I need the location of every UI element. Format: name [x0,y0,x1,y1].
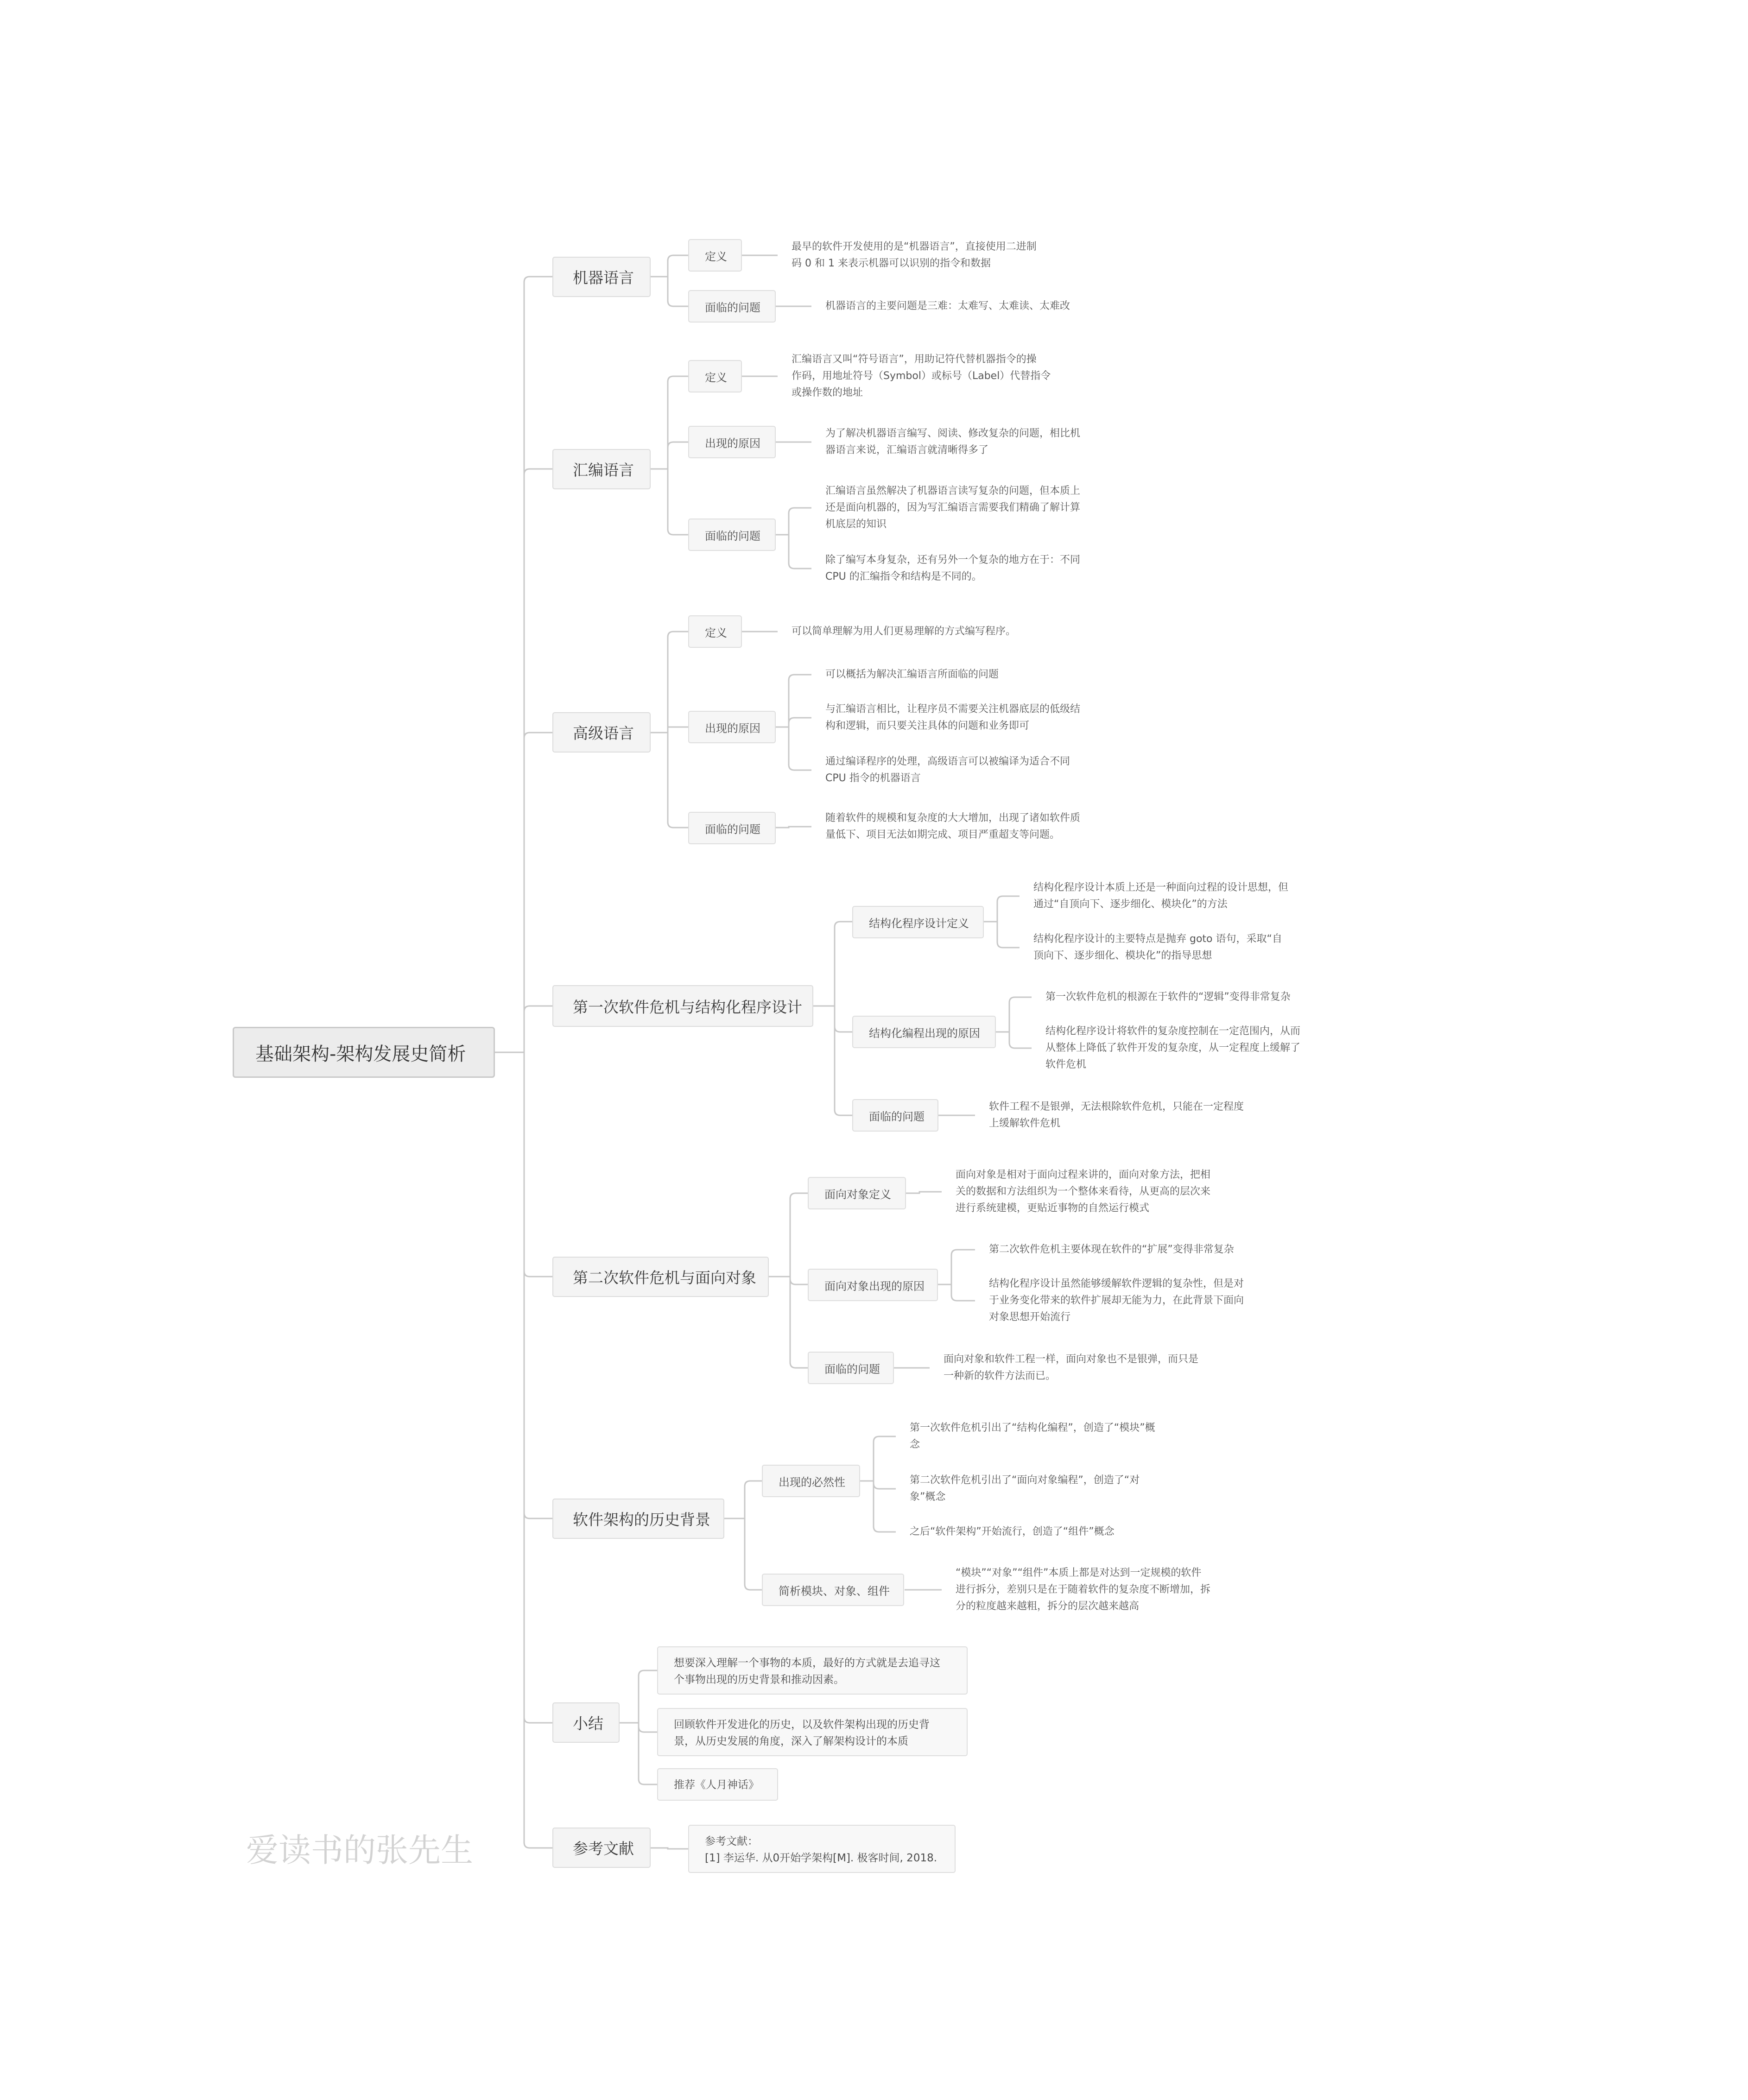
note-text: 为了解决机器语言编写、阅读、修改复杂的问题，相比机 器语言来说，汇编语言就清晰得多了 [825,428,1081,456]
topic-node[interactable]: 面临的问题 [688,519,776,551]
branch-node[interactable]: 机器语言 [552,257,651,297]
branch-node[interactable]: 参考文献 [552,1828,651,1868]
topic-node[interactable]: 定义 [688,239,742,272]
note-box[interactable]: 参考文献： [1] 李运华. 从0开始学架构[M]. 极客时间, 2018. [688,1825,956,1873]
topic-node[interactable]: 出现的必然性 [762,1465,860,1497]
branch-node[interactable]: 第一次软件危机与结构化程序设计 [552,985,813,1027]
topic-node[interactable]: 定义 [688,615,742,648]
note-text: 结构化程序设计本质上还是一种面向过程的设计思想，但 通过“自顶向下、逐步细化、模块化”的方法 [1033,882,1289,910]
topic-node[interactable]: 面向对象定义 [808,1177,906,1209]
note-text: 结构化程序设计将软件的复杂度控制在一定范围内，从而 从整体上降低了软件开发的复杂度，从一定程度上缓解了 软件危机 [1045,1025,1301,1070]
topic-node[interactable]: 出现的原因 [688,711,776,743]
topic-node[interactable]: 出现的原因 [688,426,776,458]
note-text: 汇编语言又叫“符号语言”，用助记符代替机器指令的操 作码，用地址符号（Symbol）或标号（Label）代替指令 或操作数的地址 [792,354,1051,398]
topic-node[interactable]: 面临的问题 [852,1099,938,1132]
topic-node[interactable]: 简析模块、对象、组件 [762,1574,904,1606]
note-text: 随着软件的规模和复杂度的大大增加，出现了诸如软件质 量低下、项目无法如期完成、项目严重超支等问题。 [825,812,1081,841]
note-text: 通过编译程序的处理，高级语言可以被编译为适合不同 CPU 指令的机器语言 [825,756,1070,784]
note-text: 汇编语言虽然解决了机器语言读写复杂的问题，但本质上 还是面向机器的，因为写汇编语言需要我们精确了解计算 机底层的知识 [825,485,1081,530]
note-text: 第二次软件危机主要体现在软件的“扩展”变得非常复杂 [989,1244,1234,1255]
branch-node[interactable]: 汇编语言 [552,449,651,489]
note-box[interactable]: 想要深入理解一个事物的本质，最好的方式就是去追寻这 个事物出现的历史背景和推动因素。 [657,1646,968,1695]
note-text: 机器语言的主要问题是三难：太难写、太难读、太难改 [825,300,1070,312]
branch-node[interactable]: 软件架构的历史背景 [552,1499,724,1539]
topic-node[interactable]: 结构化编程出现的原因 [852,1016,996,1048]
note-text: 可以简单理解为用人们更易理解的方式编写程序。 [792,626,1016,637]
root-node[interactable]: 基础架构-架构发展史简析 [233,1027,495,1078]
note-text: 结构化程序设计的主要特点是抛弃 goto 语句，采取“自 顶向下、逐步细化、模块化”的指导思想 [1033,933,1282,961]
topic-node[interactable]: 面向对象出现的原因 [808,1269,938,1301]
branch-node[interactable]: 高级语言 [552,712,651,753]
note-text: 面向对象是相对于面向过程来讲的，面向对象方法，把相 关的数据和方法组织为一个整体来看待，从更高的层次来 进行系统建模，更贴近事物的自然运行模式 [956,1169,1211,1214]
note-box[interactable]: 回顾软件开发进化的历史，以及软件架构出现的历史背 景，从历史发展的角度，深入了解架构设计的本质 [657,1708,968,1756]
topic-node[interactable]: 定义 [688,360,742,392]
topic-node[interactable]: 结构化程序设计定义 [852,906,984,938]
note-box[interactable]: 推荐《人月神话》 [657,1768,778,1801]
note-text: 最早的软件开发使用的是“机器语言”，直接使用二进制 码 0 和 1 来表示机器可以识别的指令和数据 [792,241,1037,269]
note-text: 之后“软件架构”开始流行，创造了“组件”概念 [910,1526,1115,1537]
note-text: 第二次软件危机引出了“面向对象编程”，创造了“对 象”概念 [910,1474,1140,1503]
note-text: 软件工程不是银弹，无法根除软件危机，只能在一定程度 上缓解软件危机 [989,1101,1244,1129]
topic-node[interactable]: 面临的问题 [808,1352,894,1384]
topic-node[interactable]: 面临的问题 [688,290,776,323]
note-text: 除了编写本身复杂，还有另外一个复杂的地方在于：不同 CPU 的汇编指令和结构是不同的。 [825,554,1081,582]
branch-node[interactable]: 第二次软件危机与面向对象 [552,1257,769,1297]
note-text: “模块”“对象”“组件”本质上都是对达到一定规模的软件 进行拆分，差别只是在于随着软件的复杂度不断增加，拆 分的粒度越来越粗，拆分的层次越来越高 [956,1567,1211,1612]
note-text: 可以概括为解决汇编语言所面临的问题 [825,669,999,680]
note-text: 结构化程序设计虽然能够缓解软件逻辑的复杂性，但是对 于业务变化带来的软件扩展却无能为力，在此背景下面向 对象思想开始流行 [989,1278,1244,1323]
topic-node[interactable]: 面临的问题 [688,812,776,844]
note-text: 第一次软件危机引出了“结构化编程”，创造了“模块”概 念 [910,1422,1155,1450]
note-text: 面向对象和软件工程一样，面向对象也不是银弹，而只是 一种新的软件方法而已。 [944,1354,1199,1382]
branch-node[interactable]: 小结 [552,1702,620,1743]
note-text: 第一次软件危机的根源在于软件的“逻辑”变得非常复杂 [1045,991,1291,1003]
watermark-text: 爱读书的张先生 [246,1831,473,1869]
note-text: 与汇编语言相比，让程序员不需要关注机器底层的低级结 构和逻辑，而只要关注具体的问题和业务即可 [825,703,1081,732]
